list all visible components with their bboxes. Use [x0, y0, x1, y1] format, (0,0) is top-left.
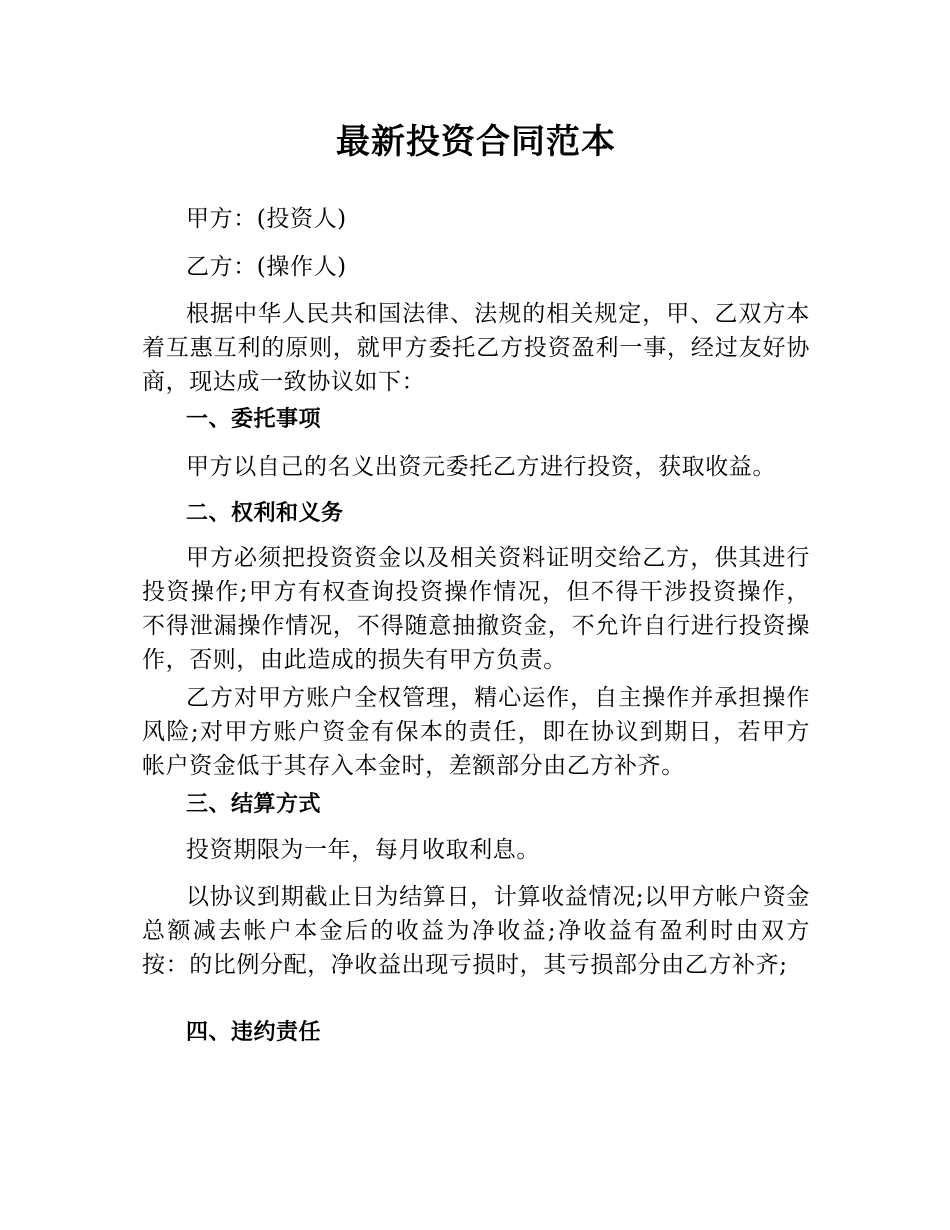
section-heading-4: 四、违约责任 — [186, 1020, 322, 1045]
party-b-line: 乙方：(操作人) — [186, 254, 347, 280]
section-3-paragraph-1: 投资期限为一年，每月收取利息。 — [186, 837, 540, 863]
section-2-paragraph-2: 乙方对甲方账户全权管理，精心运作，自主操作并承担操作风险;对甲方账户资金有保本的责任，即在协议到期日，若甲方帐户资金低于其存入本金时，差额部分由乙方补齐。 — [142, 685, 810, 779]
intro-paragraph: 根据中华人民共和国法律、法规的相关规定，甲、乙双方本着互惠互利的原则，就甲方委托乙方投资盈利一事，经过友好协商，现达成一致协议如下： — [142, 301, 810, 395]
party-a-line: 甲方：(投资人) — [186, 206, 347, 232]
section-3-paragraph-2: 以协议到期截止日为结算日，计算收益情况;以甲方帐户资金总额减去帐户本金后的收益为净收益;净收益有盈利时由双方按：的比例分配，净收益出现亏损时，其亏损部分由乙方补齐; — [142, 884, 810, 978]
section-heading-2: 二、权利和义务 — [186, 501, 344, 526]
document-title: 最新投资合同范本 — [336, 122, 616, 162]
section-heading-1: 一、委托事项 — [186, 407, 322, 432]
section-2-paragraph-1: 甲方必须把投资资金以及相关资料证明交给乙方，供其进行投资操作;甲方有权查询投资操作情况，但不得干涉投资操作，不得泄漏操作情况，不得随意抽撤资金，不允许自行进行投资操作，否则，由此造成的损失有甲方负责。 — [142, 545, 810, 673]
document-page — [142, 0, 810, 1230]
section-1-paragraph-1: 甲方以自己的名义出资元委托乙方进行投资，获取收益。 — [186, 454, 776, 480]
section-heading-3: 三、结算方式 — [186, 792, 322, 817]
